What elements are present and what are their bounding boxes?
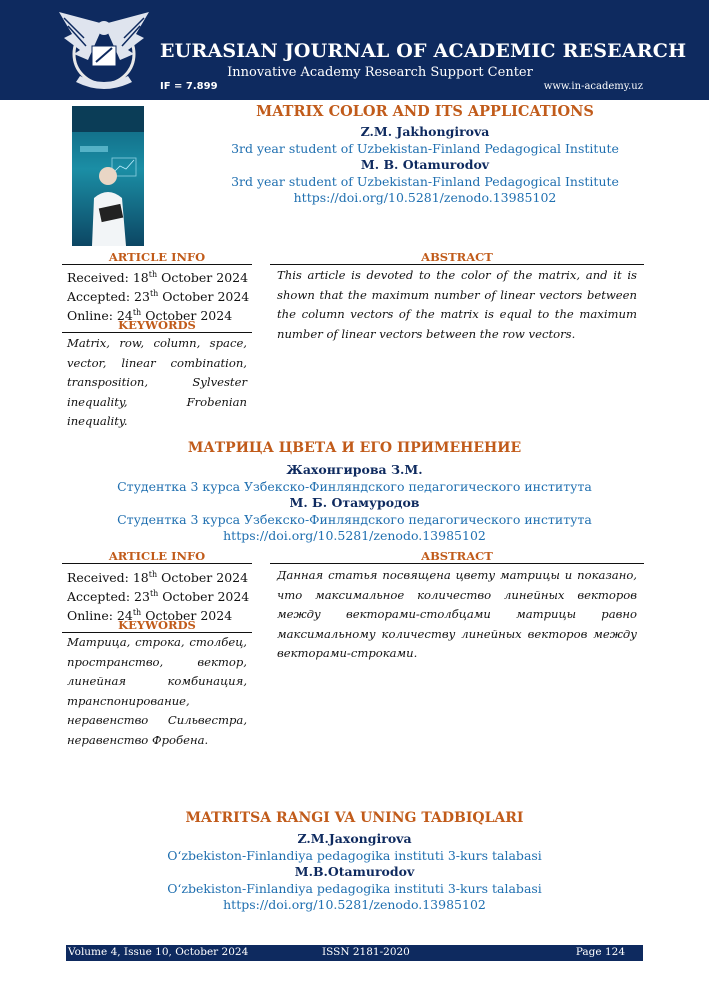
article-title-uz: MATRITSA RANGI VA UNING TADBIQLARI <box>185 810 524 826</box>
abstract-heading: ABSTRACT <box>270 250 644 265</box>
article-title-ru: МАТРИЦА ЦВЕТА И ЕГО ПРИМЕНЕНИЕ <box>187 440 522 456</box>
article-dates: Received: 18th October 2024 Accepted: 23th October 2024 Online: 24th October 2024 <box>67 570 250 624</box>
footer-volume: Volume 4, Issue 10, October 2024 <box>68 946 249 958</box>
article-dates: Received: 18th October 2024 Accepted: 23th October 2024 Online: 24th October 2024 <box>67 270 250 324</box>
author-affiliation: Студентка 3 курса Узбекско-Финляндского педагогического института <box>117 511 592 527</box>
author-name: Z.M. Jakhongirova <box>360 124 490 139</box>
footer-issn: ISSN 2181-2020 <box>322 946 410 958</box>
author-affiliation: 3rd year student of Uzbekistan-Finland Pedagogical Institute <box>231 173 619 189</box>
keywords-text: Matrix, row, column, space, vector, linear combination, transposition, Sylvester inequality, Frobenian inequality. <box>67 336 247 428</box>
keywords-heading: KEYWORDS <box>62 318 252 333</box>
author-affiliation: 3rd year student of Uzbekistan-Finland Pedagogical Institute <box>231 140 619 156</box>
footer-page-number: Page 124 <box>575 946 625 958</box>
author-name: Жахонгирова З.М. <box>286 462 423 477</box>
journal-title: EURASIAN JOURNAL OF ACADEMIC RESEARCH <box>160 40 687 62</box>
accepted-date: Accepted: 23 <box>67 289 150 305</box>
author-name: Z.M.Jaxongirova <box>297 831 412 846</box>
article-title-en: MATRIX COLOR AND ITS APPLICATIONS <box>256 103 594 120</box>
received-date: Received: 18 <box>67 270 149 286</box>
keywords-heading: KEYWORDS <box>62 618 252 633</box>
website-link[interactable]: www.in-academy.uz <box>543 81 643 92</box>
author-affiliation: O‘zbekiston-Finlandiya pedagogika instituti 3-kurs talabasi <box>167 847 542 863</box>
page-footer <box>66 945 643 961</box>
author-affiliation: Студентка 3 курса Узбекско-Финляндского педагогического института <box>117 478 592 494</box>
abstract-text: Данная статья посвящена цвету матрицы и показано, что максимальное количество линейных векторов между векторами-столбцами матрицы равно максимальному количеству линейных векторов между векторами-строками. <box>277 568 637 660</box>
cover-illustration <box>72 106 144 246</box>
article-info-heading: ARTICLE INFO <box>62 549 252 564</box>
online-date: Online: 24 <box>67 308 133 324</box>
journal-cover-image <box>72 106 144 246</box>
journal-subtitle: Innovative Academy Research Support Center <box>227 65 533 80</box>
abstract-text: This article is devoted to the color of the matrix, and it is shown that the maximum number of linear vectors between the column vectors of the matrix is equal to the maximum number of linear vectors between the row vectors. <box>277 268 637 341</box>
author-name: M. B. Otamurodov <box>360 157 490 172</box>
author-block-uz <box>0 831 709 914</box>
author-affiliation: O‘zbekiston-Finlandiya pedagogika instituti 3-kurs talabasi <box>167 880 542 896</box>
doi-link[interactable]: https://doi.org/10.5281/zenodo.13985102 <box>293 190 557 205</box>
author-block-en <box>150 124 700 207</box>
journal-banner <box>0 0 709 100</box>
doi-link[interactable]: https://doi.org/10.5281/zenodo.13985102 <box>223 897 486 912</box>
abstract-heading: ABSTRACT <box>270 549 644 564</box>
author-block-ru <box>0 462 709 545</box>
doi-link[interactable]: https://doi.org/10.5281/zenodo.13985102 <box>223 528 486 543</box>
author-name: М. Б. Отамуродов <box>289 495 420 510</box>
author-name: M.B.Otamurodov <box>294 864 415 879</box>
keywords-text: Матрица, строка, столбец, пространство, вектор, линейная комбинация, транспонирование, неравенство Сильвестра, неравенство Фробена. <box>67 635 247 747</box>
impact-factor: IF = 7.899 <box>160 81 218 92</box>
article-info-heading: ARTICLE INFO <box>62 250 252 265</box>
journal-logo-emblem <box>54 4 154 96</box>
